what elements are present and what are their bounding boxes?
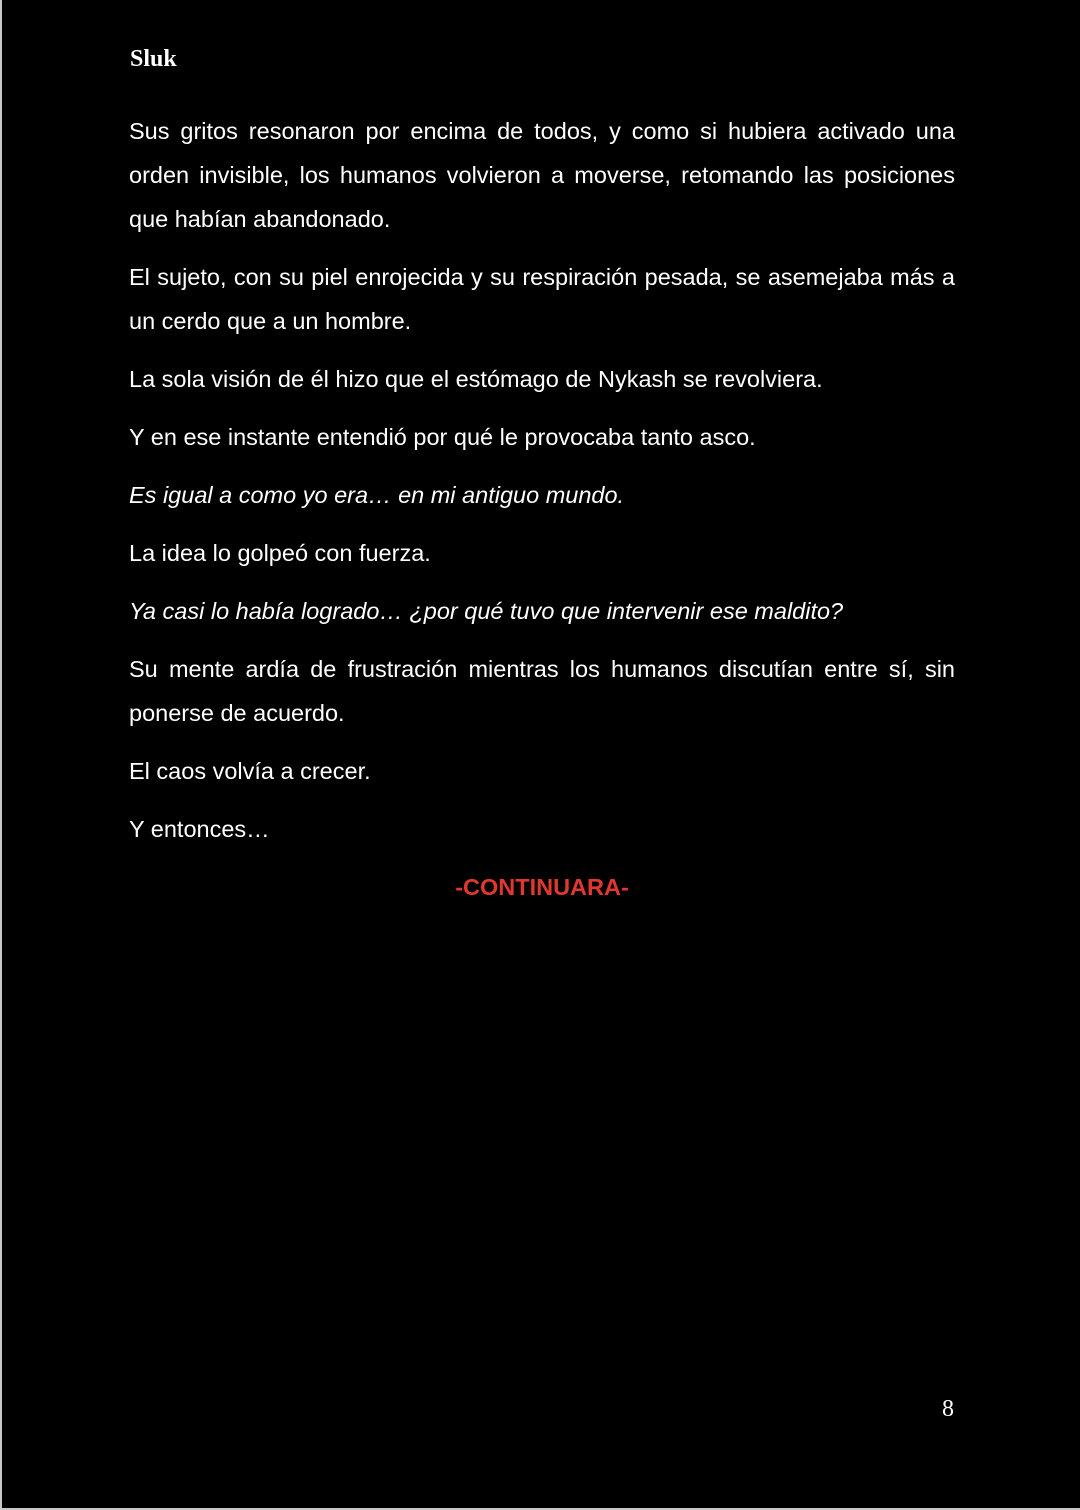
paragraph: El sujeto, con su piel enrojecida y su respiración pesada, se asemejaba más a un cerdo que a un hombre. [129,264,955,334]
document-page [2,0,1080,1508]
paragraph: Su mente ardía de frustración mientras los humanos discutían entre sí, sin ponerse de acuerdo. [129,656,955,726]
paragraph: La idea lo golpeó con fuerza. [129,540,431,566]
paragraph: La sola visión de él hizo que el estómago de Nykash se revolviera. [129,366,823,392]
italic-thought-paragraph: Ya casi lo había logrado… ¿por qué tuvo que intervenir ese maldito? [129,598,844,624]
paragraph: Y entonces… [129,816,270,842]
body-text [129,109,955,923]
page-number: 8 [942,1396,954,1422]
continuara-label: -CONTINUARA- [455,874,629,900]
paragraph: Sus gritos resonaron por encima de todos, y como si hubiera activado una orden invisible, los humanos volvieron a moverse, retomando las posiciones que habían abandonado. [129,118,955,232]
paragraph: Y en ese instante entendió por qué le provocaba tanto asco. [129,424,756,450]
italic-thought-paragraph: Es igual a como yo era… en mi antiguo mundo. [129,482,625,508]
paragraph: El caos volvía a crecer. [129,758,371,784]
chapter-header: Sluk [130,46,177,72]
